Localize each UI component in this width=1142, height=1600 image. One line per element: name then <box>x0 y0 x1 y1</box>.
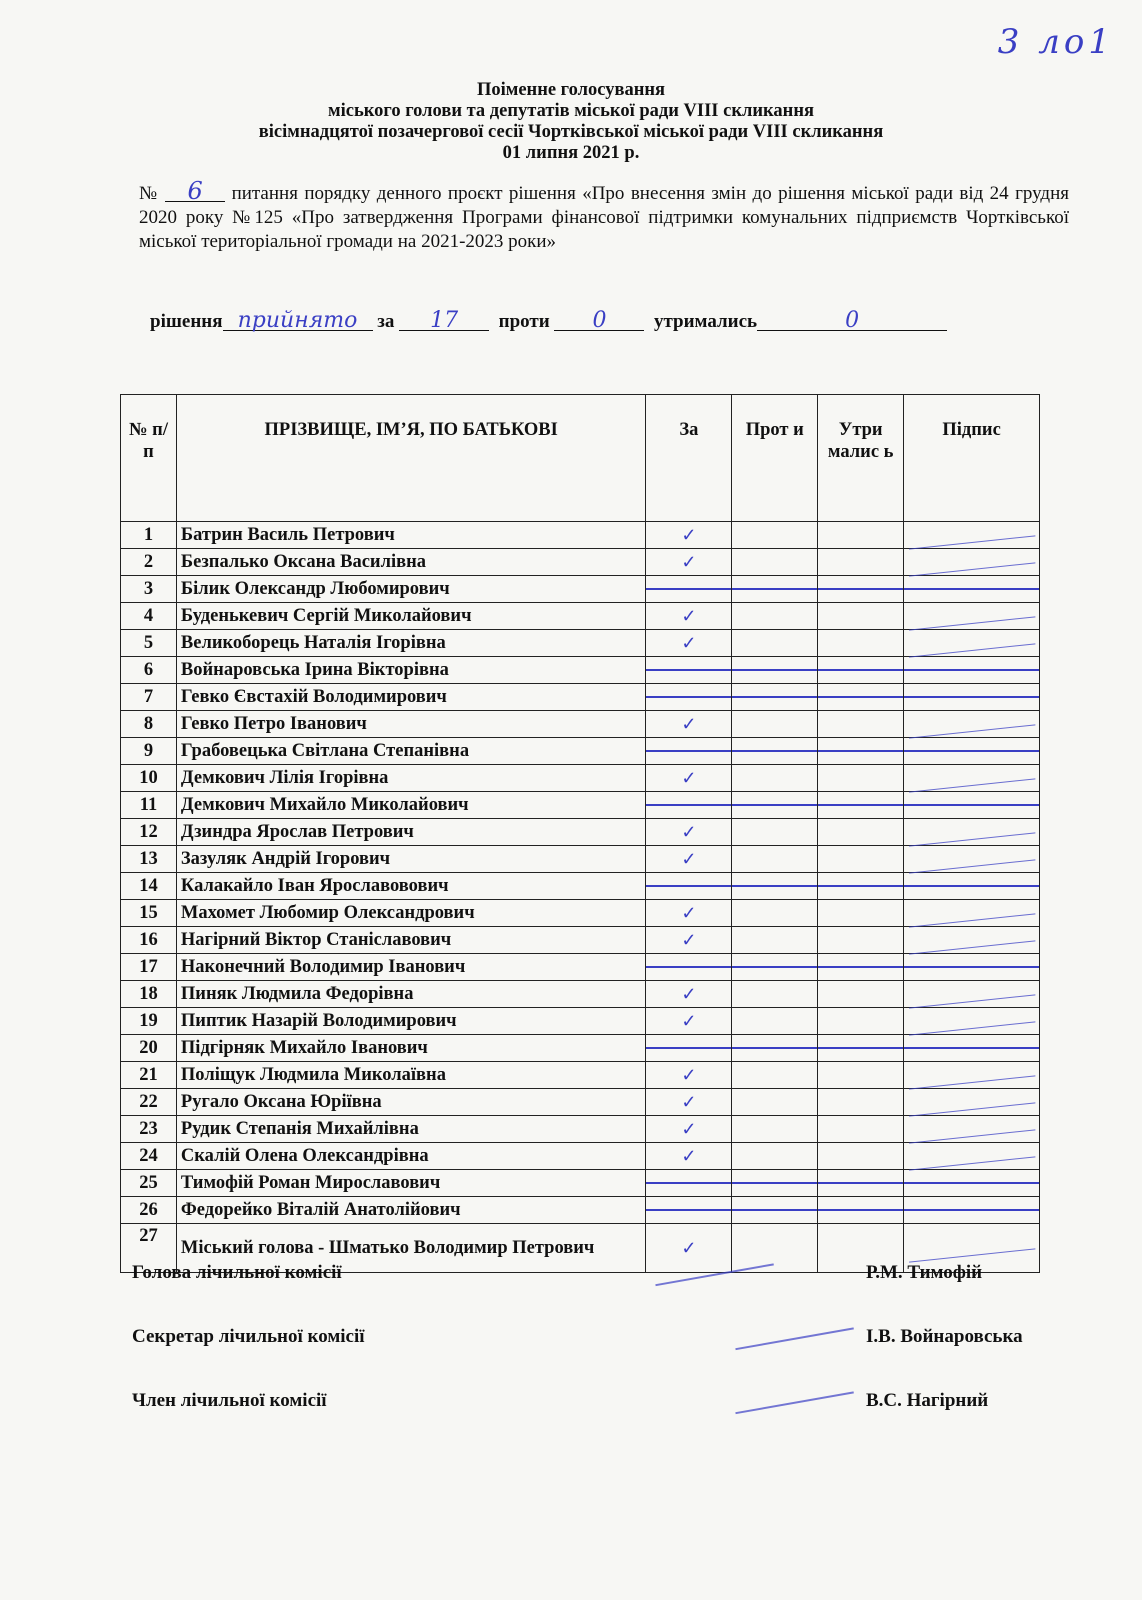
row-number: 8 <box>121 711 177 738</box>
row-number: 21 <box>121 1062 177 1089</box>
table-row <box>121 522 1040 549</box>
row-signature <box>904 1170 1040 1197</box>
row-name: Войнаровська Ірина Вікторівна <box>176 657 646 684</box>
row-abstained <box>818 1197 904 1224</box>
row-for-mark <box>646 1143 732 1170</box>
row-for-mark <box>646 846 732 873</box>
row-against <box>732 1008 818 1035</box>
row-signature <box>904 1197 1040 1224</box>
check-icon: ✓ <box>681 551 697 572</box>
row-against <box>732 846 818 873</box>
row-against <box>732 1143 818 1170</box>
row-number: 3 <box>121 576 177 603</box>
table-row <box>121 711 1040 738</box>
row-abstained <box>818 549 904 576</box>
secretary-signature <box>730 1298 854 1350</box>
signature-scribble <box>908 1234 1036 1262</box>
signature-scribble <box>908 926 1036 954</box>
row-name: Великоборець Наталія Ігорівна <box>176 630 646 657</box>
absent-dash <box>904 696 1039 699</box>
row-against <box>732 1089 818 1116</box>
row-against <box>732 1170 818 1197</box>
table-row <box>121 1197 1040 1224</box>
row-number: 9 <box>121 738 177 765</box>
row-against <box>732 603 818 630</box>
table-row <box>121 684 1040 711</box>
absent-dash <box>904 1209 1039 1212</box>
absent-dash <box>732 885 817 888</box>
row-for-mark <box>646 1062 732 1089</box>
check-icon: ✓ <box>681 1091 697 1112</box>
row-name: Калакайло Іван Ярославовович <box>176 873 646 900</box>
signature-scribble <box>908 1115 1036 1143</box>
row-number: 14 <box>121 873 177 900</box>
row-number: 17 <box>121 954 177 981</box>
row-signature <box>904 846 1040 873</box>
vote-table-body <box>121 522 1040 1273</box>
row-name: Білик Олександр Любомирович <box>176 576 646 603</box>
row-name: Нагірний Віктор Станіславович <box>176 927 646 954</box>
table-row <box>121 576 1040 603</box>
row-signature <box>904 873 1040 900</box>
row-name: Демкович Лілія Ігорівна <box>176 765 646 792</box>
row-abstained <box>818 1116 904 1143</box>
header-title: Поіменне голосування <box>476 80 666 100</box>
row-for-mark <box>646 819 732 846</box>
absent-dash <box>904 669 1039 672</box>
row-number: 7 <box>121 684 177 711</box>
absent-dash <box>646 885 731 888</box>
header-for: За <box>646 395 732 522</box>
row-number: 1 <box>121 522 177 549</box>
row-abstained <box>818 603 904 630</box>
row-name: Грабовецька Світлана Степанівна <box>176 738 646 765</box>
row-name: Тимофій Роман Мирославович <box>176 1170 646 1197</box>
absent-dash <box>904 885 1039 888</box>
check-icon: ✓ <box>681 902 697 923</box>
table-row <box>121 1035 1040 1062</box>
signature-scribble <box>908 818 1036 846</box>
row-name: Гевко Петро Іванович <box>176 711 646 738</box>
table-row <box>121 1143 1040 1170</box>
row-abstained <box>818 900 904 927</box>
row-abstained <box>818 981 904 1008</box>
secretary-role: Секретар лічильної комісії <box>132 1326 365 1347</box>
table-row <box>121 981 1040 1008</box>
table-header-row <box>121 395 1040 522</box>
absent-dash <box>646 696 731 699</box>
signature-scribble <box>908 521 1036 549</box>
absent-dash <box>732 1047 817 1050</box>
row-against <box>732 1197 818 1224</box>
header-session: вісімнадцятої позачергової сесії Чортківської міської ради VIII скликання <box>258 122 884 142</box>
row-name: Поліщук Людмила Миколаївна <box>176 1062 646 1089</box>
row-signature <box>904 1062 1040 1089</box>
row-name: Безпалько Оксана Василівна <box>176 549 646 576</box>
row-signature <box>904 711 1040 738</box>
header-num: № п/п <box>121 395 177 522</box>
row-abstained <box>818 927 904 954</box>
row-name: Демкович Михайло Миколайович <box>176 792 646 819</box>
decision-line <box>150 308 947 333</box>
header-name: ПРІЗВИЩЕ, ІМ’Я, ПО БАТЬКОВІ <box>176 395 646 522</box>
for-count: 17 <box>399 312 489 331</box>
row-number: 22 <box>121 1089 177 1116</box>
check-icon: ✓ <box>681 1010 697 1031</box>
absent-dash <box>818 1182 903 1185</box>
row-against <box>732 873 818 900</box>
check-icon: ✓ <box>681 524 697 545</box>
row-against <box>732 657 818 684</box>
row-signature <box>904 522 1040 549</box>
row-for-mark <box>646 1197 732 1224</box>
absent-dash <box>646 669 731 672</box>
signature-scribble <box>908 1007 1036 1035</box>
row-against <box>732 738 818 765</box>
agenda-number-handwritten: 6 <box>165 181 225 202</box>
row-against <box>732 900 818 927</box>
row-number: 12 <box>121 819 177 846</box>
absent-dash <box>904 1182 1039 1185</box>
decision-label: рішення <box>150 311 223 332</box>
absent-dash <box>818 885 903 888</box>
row-number: 2 <box>121 549 177 576</box>
decision-result-handwritten: прийнято <box>223 312 373 331</box>
row-against <box>732 981 818 1008</box>
check-icon: ✓ <box>681 1145 697 1166</box>
row-number: 11 <box>121 792 177 819</box>
row-name: Ругало Оксана Юріївна <box>176 1089 646 1116</box>
header-against: Прот и <box>732 395 818 522</box>
row-number: 25 <box>121 1170 177 1197</box>
row-against <box>732 684 818 711</box>
row-signature <box>904 1008 1040 1035</box>
row-number: 26 <box>121 1197 177 1224</box>
row-for-mark <box>646 954 732 981</box>
row-abstained <box>818 657 904 684</box>
row-name: Махомет Любомир Олександрович <box>176 900 646 927</box>
row-abstained <box>818 576 904 603</box>
row-signature <box>904 549 1040 576</box>
signature-scribble <box>908 980 1036 1008</box>
row-for-mark <box>646 981 732 1008</box>
row-signature <box>904 954 1040 981</box>
row-name: Рудик Степанія Михайлівна <box>176 1116 646 1143</box>
row-signature <box>904 792 1040 819</box>
signature-scribble <box>908 629 1036 657</box>
row-for-mark <box>646 765 732 792</box>
check-icon: ✓ <box>681 632 697 653</box>
absent-dash <box>904 966 1039 969</box>
row-signature <box>904 819 1040 846</box>
row-for-mark <box>646 657 732 684</box>
absent-dash <box>818 669 903 672</box>
absent-dash <box>646 588 731 591</box>
row-for-mark <box>646 1089 732 1116</box>
signature-scribble <box>908 602 1036 630</box>
row-number: 24 <box>121 1143 177 1170</box>
table-row <box>121 1089 1040 1116</box>
row-number: 13 <box>121 846 177 873</box>
check-icon: ✓ <box>681 1064 697 1085</box>
row-abstained <box>818 1035 904 1062</box>
absent-dash <box>732 669 817 672</box>
row-abstained <box>818 954 904 981</box>
row-for-mark <box>646 1035 732 1062</box>
row-abstained <box>818 711 904 738</box>
header-subtitle: міського голови та депутатів міської ради VIII скликання <box>328 101 814 121</box>
row-abstained <box>818 1062 904 1089</box>
absent-dash <box>732 1209 817 1212</box>
row-for-mark <box>646 1116 732 1143</box>
absent-dash <box>818 750 903 753</box>
row-for-mark <box>646 738 732 765</box>
absent-dash <box>732 750 817 753</box>
header-signature: Підпис <box>904 395 1040 522</box>
row-signature <box>904 1116 1040 1143</box>
table-row <box>121 792 1040 819</box>
row-against <box>732 819 818 846</box>
absent-dash <box>818 588 903 591</box>
row-name: Гевко Євстахій Володимирович <box>176 684 646 711</box>
check-icon: ✓ <box>681 821 697 842</box>
row-against <box>732 1116 818 1143</box>
row-number: 6 <box>121 657 177 684</box>
member-signature <box>730 1362 854 1414</box>
row-signature <box>904 684 1040 711</box>
abstained-label: утримались <box>653 311 758 332</box>
for-label: за <box>377 311 395 332</box>
table-row <box>121 819 1040 846</box>
agenda-text: питання порядку денного проєкт рішення «Про внесення змін до рішення міської ради від 24 грудня 2020 року №125 «Про затвердження Програми фінансової підтримки комунальних підприємств Чортківської міської територіальної громади на 2021-2023 роки» <box>139 183 1069 252</box>
table-row <box>121 549 1040 576</box>
row-name: Дзиндра Ярослав Петрович <box>176 819 646 846</box>
row-against <box>732 954 818 981</box>
check-icon: ✓ <box>681 983 697 1004</box>
table-row <box>121 1062 1040 1089</box>
row-signature <box>904 576 1040 603</box>
signature-scribble <box>908 764 1036 792</box>
absent-dash <box>646 1047 731 1050</box>
row-number: 20 <box>121 1035 177 1062</box>
row-signature <box>904 738 1040 765</box>
row-for-mark <box>646 1008 732 1035</box>
table-row <box>121 1116 1040 1143</box>
row-signature <box>904 1089 1040 1116</box>
signature-scribble <box>908 1088 1036 1116</box>
absent-dash <box>646 966 731 969</box>
absent-dash <box>818 1209 903 1212</box>
row-for-mark <box>646 792 732 819</box>
signature-scribble <box>908 1142 1036 1170</box>
row-name: Зазуляк Андрій Ігорович <box>176 846 646 873</box>
row-abstained <box>818 1170 904 1197</box>
absent-dash <box>904 804 1039 807</box>
absent-dash <box>646 1209 731 1212</box>
row-abstained <box>818 873 904 900</box>
absent-dash <box>818 696 903 699</box>
absent-dash <box>732 1182 817 1185</box>
row-number: 15 <box>121 900 177 927</box>
row-name: Федорейко Віталій Анатолійович <box>176 1197 646 1224</box>
member-role: Член лічильної комісії <box>132 1390 327 1411</box>
secretary-name: І.В. Войнаровська <box>866 1326 1023 1347</box>
row-against <box>732 549 818 576</box>
table-row <box>121 900 1040 927</box>
absent-dash <box>732 966 817 969</box>
row-for-mark <box>646 900 732 927</box>
check-icon: ✓ <box>681 1237 697 1258</box>
absent-dash <box>732 804 817 807</box>
row-abstained <box>818 684 904 711</box>
row-name: Буденькевич Сергій Миколайович <box>176 603 646 630</box>
row-abstained <box>818 1089 904 1116</box>
row-abstained <box>818 1143 904 1170</box>
row-name: Наконечний Володимир Іванович <box>176 954 646 981</box>
row-number: 23 <box>121 1116 177 1143</box>
check-icon: ✓ <box>681 929 697 950</box>
row-abstained <box>818 738 904 765</box>
document-header <box>0 80 1142 164</box>
row-abstained <box>818 522 904 549</box>
row-for-mark <box>646 630 732 657</box>
chair-name: Р.М. Тимофій <box>866 1262 983 1283</box>
table-row <box>121 873 1040 900</box>
row-abstained <box>818 765 904 792</box>
chair-role: Голова лічильної комісії <box>132 1262 342 1283</box>
row-for-mark <box>646 873 732 900</box>
row-signature <box>904 603 1040 630</box>
row-number: 16 <box>121 927 177 954</box>
table-row <box>121 765 1040 792</box>
row-against <box>732 792 818 819</box>
header-abstained: Утри малис ь <box>818 395 904 522</box>
signature-scribble <box>908 1061 1036 1089</box>
row-abstained <box>818 819 904 846</box>
against-count: 0 <box>554 312 644 331</box>
check-icon: ✓ <box>681 713 697 734</box>
header-date: 01 липня 2021 р. <box>502 143 640 163</box>
row-signature <box>904 981 1040 1008</box>
row-signature <box>904 630 1040 657</box>
row-against <box>732 522 818 549</box>
row-signature <box>904 1143 1040 1170</box>
signature-scribble <box>908 845 1036 873</box>
absent-dash <box>732 588 817 591</box>
row-number: 19 <box>121 1008 177 1035</box>
absent-dash <box>732 696 817 699</box>
table-row <box>121 738 1040 765</box>
row-number: 5 <box>121 630 177 657</box>
row-for-mark <box>646 576 732 603</box>
row-signature <box>904 657 1040 684</box>
absent-dash <box>818 804 903 807</box>
row-number: 18 <box>121 981 177 1008</box>
row-number: 27 <box>121 1224 177 1273</box>
absent-dash <box>646 804 731 807</box>
absent-dash <box>646 1182 731 1185</box>
table-row <box>121 954 1040 981</box>
row-signature <box>904 1035 1040 1062</box>
row-name: Батрин Василь Петрович <box>176 522 646 549</box>
table-row <box>121 630 1040 657</box>
absent-dash <box>904 1047 1039 1050</box>
absent-dash <box>646 750 731 753</box>
absent-dash <box>818 1047 903 1050</box>
check-icon: ✓ <box>681 605 697 626</box>
corner-handwritten-note: 3 ло1 <box>997 22 1114 62</box>
agenda-item <box>139 177 1069 254</box>
against-label: проти <box>498 311 550 332</box>
row-signature <box>904 927 1040 954</box>
row-signature <box>904 765 1040 792</box>
table-row <box>121 846 1040 873</box>
row-against <box>732 1035 818 1062</box>
signature-scribble <box>908 710 1036 738</box>
row-against <box>732 711 818 738</box>
table-row <box>121 1008 1040 1035</box>
row-against <box>732 630 818 657</box>
row-against <box>732 1062 818 1089</box>
row-number: 10 <box>121 765 177 792</box>
vote-table <box>120 394 1040 1273</box>
absent-dash <box>904 588 1039 591</box>
row-abstained <box>818 792 904 819</box>
row-name: Міський голова - Шматько Володимир Петрович <box>176 1224 646 1273</box>
row-signature <box>904 900 1040 927</box>
row-for-mark <box>646 549 732 576</box>
row-for-mark <box>646 711 732 738</box>
row-name: Пиптик Назарій Володимирович <box>176 1008 646 1035</box>
table-row <box>121 657 1040 684</box>
table-row <box>121 1170 1040 1197</box>
row-for-mark <box>646 522 732 549</box>
table-row <box>121 927 1040 954</box>
abstained-count: 0 <box>757 312 947 331</box>
check-icon: ✓ <box>681 848 697 869</box>
absent-dash <box>818 966 903 969</box>
row-abstained <box>818 630 904 657</box>
row-against <box>732 576 818 603</box>
table-row <box>121 603 1040 630</box>
row-for-mark <box>646 603 732 630</box>
check-icon: ✓ <box>681 767 697 788</box>
member-name: В.С. Нагірний <box>866 1390 989 1411</box>
signature-scribble <box>908 548 1036 576</box>
row-abstained <box>818 1008 904 1035</box>
row-for-mark <box>646 927 732 954</box>
row-name: Підгірняк Михайло Іванович <box>176 1035 646 1062</box>
agenda-number-prefix: № <box>139 183 159 204</box>
row-for-mark <box>646 684 732 711</box>
row-against <box>732 927 818 954</box>
row-for-mark <box>646 1170 732 1197</box>
signature-scribble <box>908 899 1036 927</box>
check-icon: ✓ <box>681 1118 697 1139</box>
row-name: Пиняк Людмила Федорівна <box>176 981 646 1008</box>
row-name: Скалій Олена Олександрівна <box>176 1143 646 1170</box>
row-number: 4 <box>121 603 177 630</box>
row-abstained <box>818 846 904 873</box>
row-against <box>732 765 818 792</box>
absent-dash <box>904 750 1039 753</box>
